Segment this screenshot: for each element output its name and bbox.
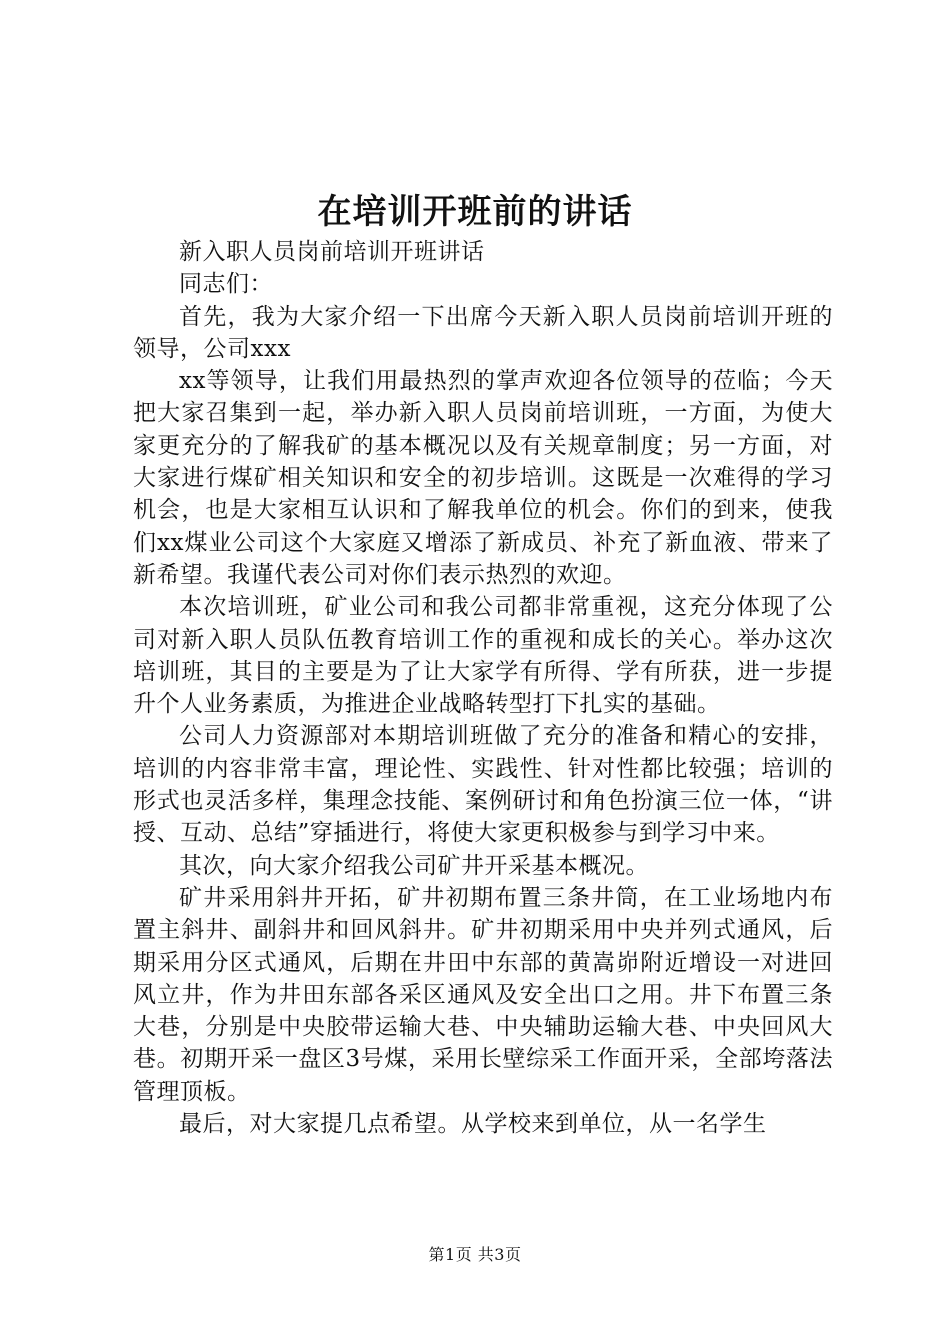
paragraph-4: 公司人力资源部对本期培训班做了充分的准备和精心的安排，培训的内容非常丰富，理论性、实践性、针对性都比较强；培训的形式也灵活多样，集理念技能、案例研讨和角色扮演三位一体，“讲授、互动、总结”穿插进行，将使大家更积极参与到学习中来。 [133,723,833,847]
paragraph-subtitle: 新入职人员岗前培训开班讲话 [179,239,485,265]
page-indicator: 第1页 共3页 [428,1245,522,1264]
paragraph-7: 最后，对大家提几点希望。从学校来到单位，从一名学生 [179,1111,767,1138]
paragraph-5: 其次，向大家介绍我公司矿井开采基本概况。 [179,852,649,879]
paragraph-2: xx等领导，让我们用最热烈的掌声欢迎各位领导的莅临；今天把大家召集到一起，举办新入职人员岗前培训班，一方面，为使大家更充分的了解我矿的基本概况以及有关规章制度；另一方面，对大家进行煤矿相关知识和安全的初步培训。这既是一次难得的学习机会，也是大家相互认识和了解我单位的机会。你们的到来，使我们xx煤业公司这个大家庭又增添了新成员、补充了新血液、带来了新希望。我谨代表公司对你们表示热烈的欢迎。 [133,368,833,588]
paragraph-1: 首先，我为大家介绍一下出席今天新入职人员岗前培训开班的领导，公司xxx [133,303,833,362]
document-body [133,236,833,1140]
paragraph-6: 矿井采用斜井开拓，矿井初期布置三条井筒，在工业场地内布置主斜井、副斜井和回风斜井。矿井初期采用中央并列式通风，后期采用分区式通风，后期在井田中东部的黄嵩峁附近增设一对进回风立井，作为井田东部各采区通风及安全出口之用。井下布置三条大巷，分别是中央胶带运输大巷、中央辅助运输大巷、中央回风大巷。初期开采一盘区3号煤，采用长壁综采工作面开采，全部垮落法管理顶板。 [133,884,833,1105]
paragraph-salutation: 同志们： [179,271,273,298]
document-title: 在培训开班前的讲话 [317,192,633,232]
paragraph-3: 本次培训班，矿业公司和我公司都非常重视，这充分体现了公司对新入职人员队伍教育培训工作的重视和成长的关心。举办这次培训班，其目的主要是为了让大家学有所得、学有所获，进一步提升个人业务素质，为推进企业战略转型打下扎实的基础。 [133,594,833,718]
